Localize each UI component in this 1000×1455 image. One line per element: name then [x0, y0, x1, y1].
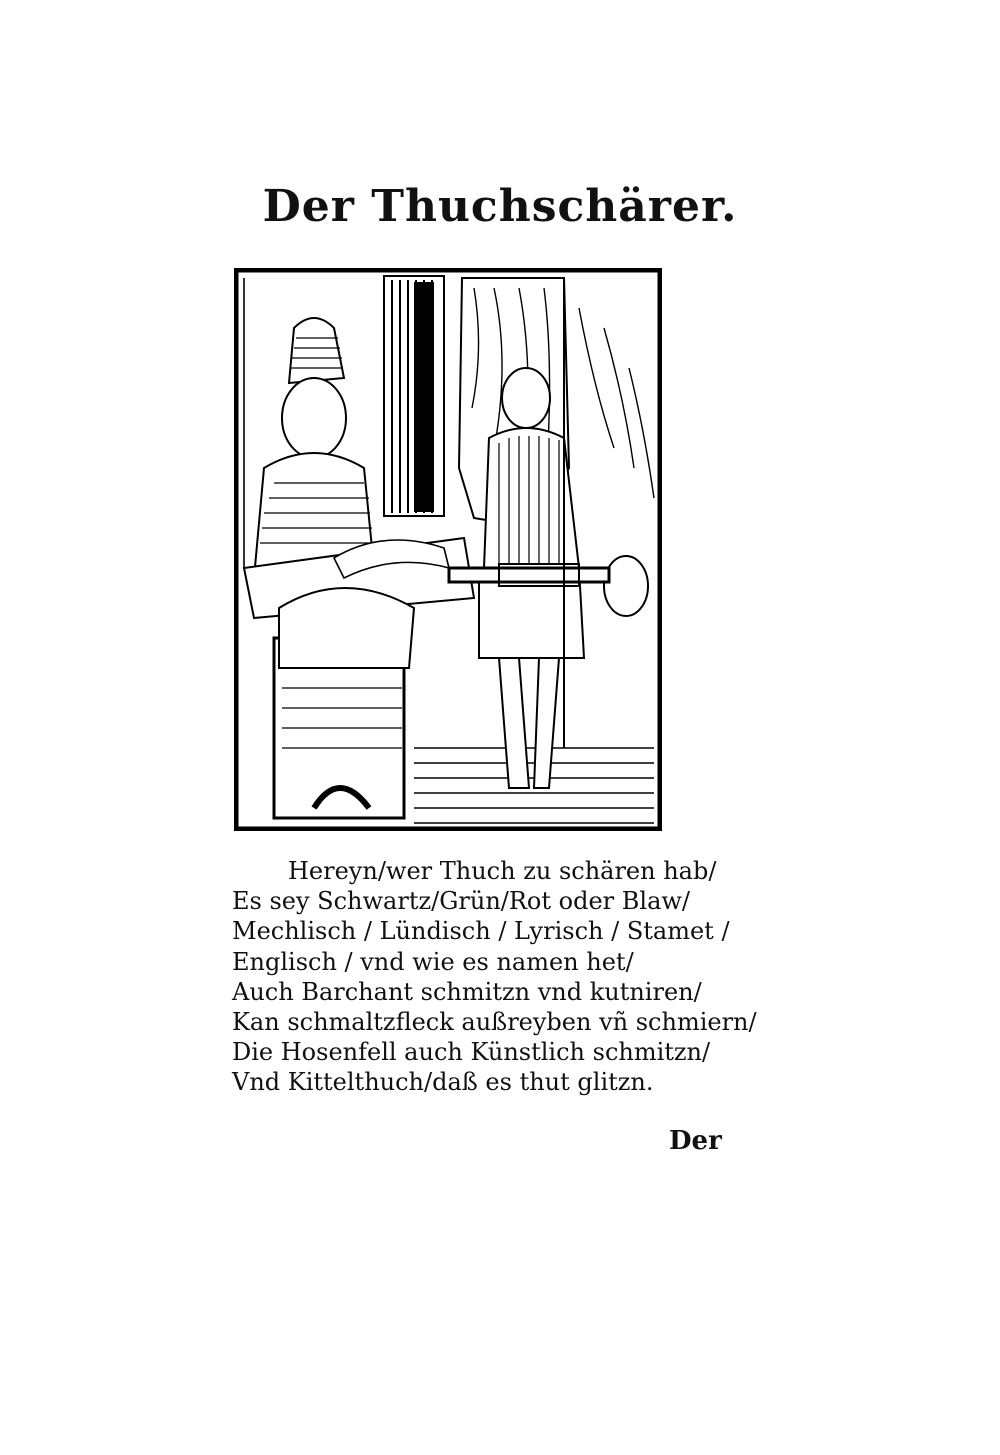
verse-line: Die Hosenfell auch Künstlich schmitzn/	[232, 1038, 711, 1067]
verse-line: Kan schmaltzfleck außreyben vñ schmiern/	[232, 1007, 757, 1036]
verse-line: Auch Barchant schmitzn vnd kutniren/	[232, 977, 702, 1006]
verse-line: Hereyn/wer Thuch zu schären hab/	[288, 857, 717, 885]
verse-line: Englisch / vnd wie es namen het/	[232, 947, 634, 976]
verse-block	[232, 856, 757, 1098]
woodcut-illustration	[234, 268, 662, 831]
page-title: Der Thuchschärer.	[262, 181, 738, 232]
catchword: Der	[669, 1126, 722, 1156]
verse-line: Es sey Schwartz/Grün/Rot oder Blaw/	[232, 887, 691, 916]
verse-line: Mechlisch / Lündisch / Lyrisch / Stamet /	[232, 917, 730, 946]
verse-line: Vnd Kittelthuch/daß es thut glitzn.	[232, 1068, 654, 1097]
